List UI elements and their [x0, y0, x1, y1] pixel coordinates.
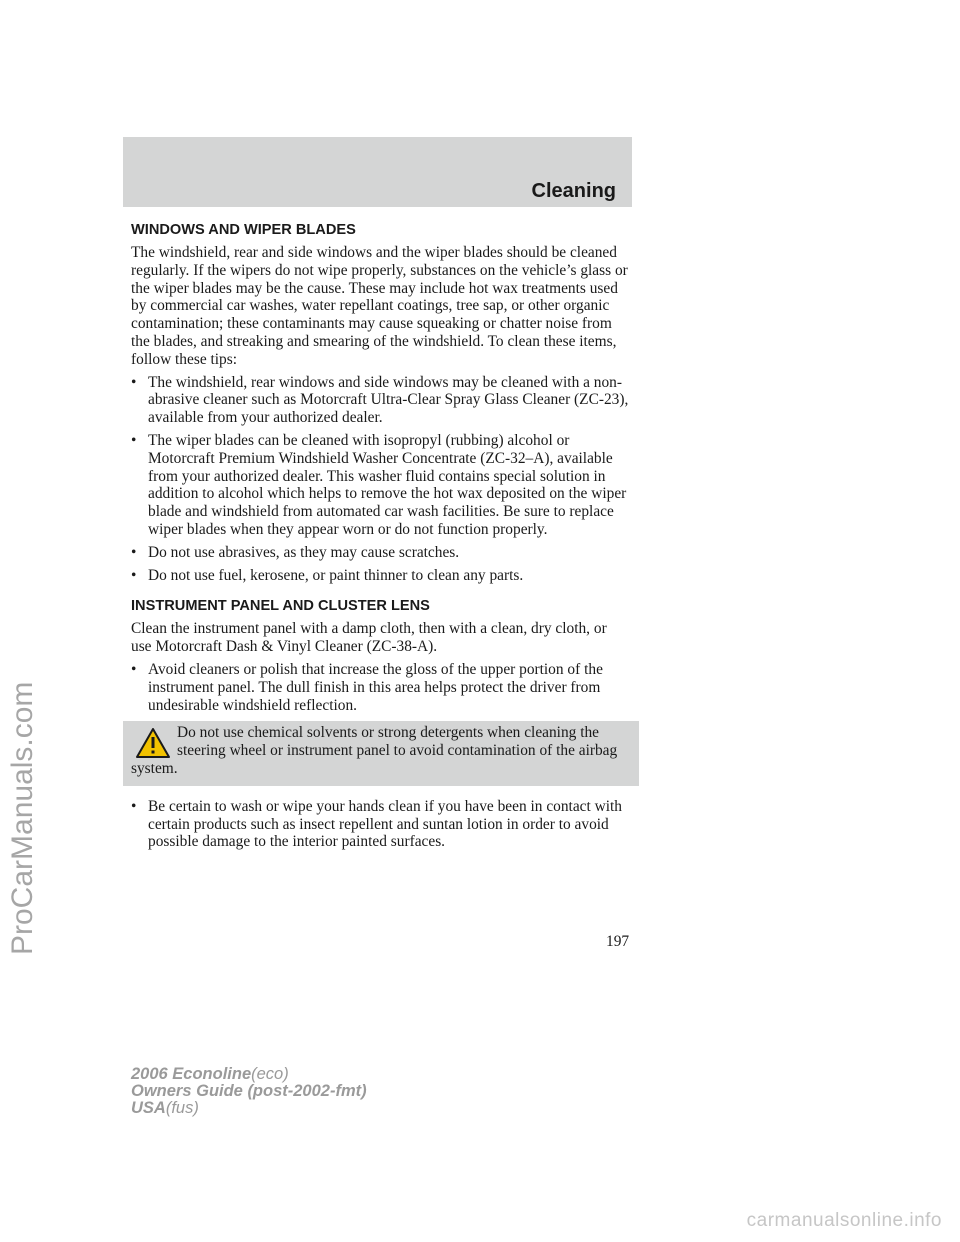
list-item-text: Do not use abrasives, as they may cause scratches. [148, 543, 460, 561]
section-heading-windows: WINDOWS AND WIPER BLADES [131, 222, 356, 238]
page-number: 197 [606, 933, 630, 950]
list-item [131, 567, 631, 585]
bullet-glyph: • [131, 566, 137, 584]
footer-model-code: (eco) [251, 1065, 289, 1083]
bullet-list-windows [131, 374, 631, 585]
list-item-text: The windshield, rear windows and side windows may be cleaned with a non-abrasive cleaner such as Motorcraft Ultra-Clear Spray Glass Cleaner (ZC-23), available from your authorized dealer. [148, 373, 629, 427]
footer-market-code: (fus) [165, 1099, 199, 1117]
footer-doc-info [131, 1066, 367, 1117]
bullet-glyph: • [131, 660, 137, 678]
footer-market: USA [131, 1099, 166, 1117]
list-item-text: Be certain to wash or wipe your hands clean if you have been in contact with certain products such as insect repellent and suntan lotion in order to avoid possible damage to the interior painted surfaces. [148, 797, 622, 851]
warning-triangle-icon [135, 727, 171, 759]
list-item [131, 544, 631, 562]
bullet-list-hands [131, 798, 631, 851]
warning-text: Do not use chemical solvents or strong detergents when cleaning the steering wheel or instrument panel to avoid contamination of the airbag system. [131, 724, 618, 777]
list-item [131, 661, 631, 714]
footer-line-2 [131, 1083, 367, 1100]
list-item-text: Avoid cleaners or polish that increase the gloss of the upper portion of the instrument panel. The dull finish in this area helps protect the driver from undesirable windshield reflection. [148, 660, 603, 714]
watermark-bottom: carmanualsonline.info [746, 1210, 942, 1231]
section-intro-windows: The windshield, rear and side windows and the wiper blades should be cleaned regularly. If the wipers do not wipe properly, substances on the vehicle’s glass or the wiper blades may be the cause. These may include hot wax treatments used by commercial car washes, water repellant coatings, tree sap, or other organic contamination; these contaminants may cause squeaking or chatter noise from the blades, and streaking and smearing of the windshield. To clean these items, follow these tips: [131, 244, 628, 368]
footer-line-3 [131, 1100, 367, 1117]
bullet-glyph: • [131, 797, 137, 815]
list-item [131, 374, 631, 427]
footer-model: 2006 Econoline [131, 1065, 252, 1083]
list-item-text: Do not use fuel, kerosene, or paint thinner to clean any parts. [148, 566, 524, 584]
footer-line-1 [131, 1066, 367, 1083]
bullet-glyph: • [131, 373, 137, 391]
section-heading-instrument-panel: INSTRUMENT PANEL AND CLUSTER LENS [131, 598, 430, 615]
page-title: Cleaning [531, 180, 616, 202]
bullet-glyph: • [131, 543, 137, 561]
footer-guide: Owners Guide (post-2002-fmt) [131, 1082, 367, 1100]
warning-box [123, 721, 639, 785]
watermark-side: ProCarManuals.com [6, 681, 39, 955]
list-item [131, 432, 631, 539]
header-band [123, 137, 632, 207]
list-item [131, 798, 631, 851]
list-item-text: The wiper blades can be cleaned with isopropyl (rubbing) alcohol or Motorcraft Premium Windshield Washer Concentrate (ZC-32–A), available from your authorized dealer. This washer fluid contains special solution in addition to alcohol which helps to remove the hot wax deposited on the wiper blade and windshield from automated car wash facilities. Be sure to replace wiper blades when they appear worn or do not function properly. [148, 431, 627, 538]
bullet-list-instrument-panel [131, 661, 631, 714]
section-intro-instrument-panel: Clean the instrument panel with a damp cloth, then with a clean, dry cloth, or use Motorcraft Dash & Vinyl Cleaner (ZC-38-A). [131, 620, 607, 656]
page-content [131, 222, 631, 856]
bullet-glyph: • [131, 431, 137, 449]
